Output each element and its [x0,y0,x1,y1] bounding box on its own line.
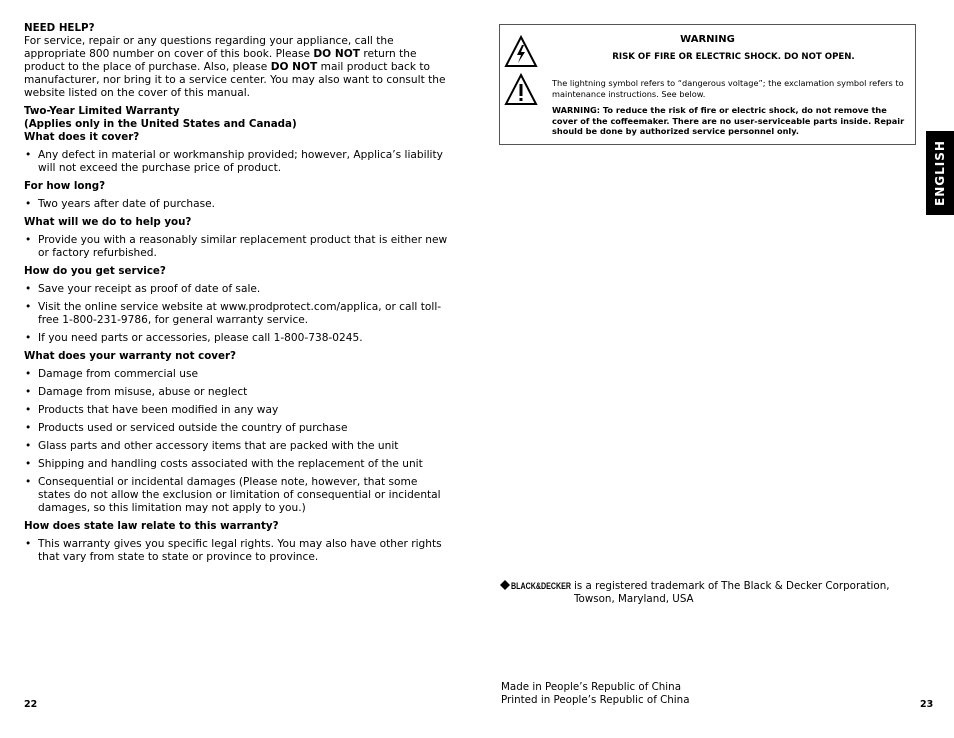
section-heading: How do you get service? [24,265,166,277]
bullet-list [24,198,450,211]
list-item: • Two years after date of purchase. [24,198,450,211]
section-heading: What does your warranty not cover? [24,350,237,362]
exclamation-warning-icon [504,73,538,107]
warning-title: WARNING [680,34,735,45]
warranty-section [24,131,450,175]
warranty-scope: (Applies only in the United States and Canada) [24,118,297,130]
list-item: • Save your receipt as proof of date of sale. [24,283,450,296]
language-tab-label: ENGLISH [933,140,947,206]
origin-notice [501,681,690,706]
warranty-section [24,216,450,260]
warranty-section [24,520,450,564]
page-number-left: 22 [24,699,38,710]
warranty-title: Two-Year Limited Warranty [24,105,180,117]
warranty-section [24,265,450,345]
need-help-text-2: return the product to the place of purchase. Also, please [24,48,417,73]
trademark-notice [574,580,890,605]
section-heading: For how long? [24,180,106,192]
need-help-text-3: mail product back to manufacturer, nor bring it to a service center. You may also want to consult the website listed on the cover of this manual. [24,61,446,99]
bullet-list [24,368,450,515]
symbol-note: The lightning symbol refers to “dangerous voltage”; the exclamation symbol refers to maintenance instructions. See below. [552,78,904,99]
list-item: • Shipping and handling costs associated with the replacement of the unit [24,458,450,471]
need-help-text-1: For service, repair or any questions regarding your appliance, call the appropriate 800 number on cover of this book. Please [24,35,394,60]
trademark-line-1: is a registered trademark of The Black & Decker Corporation, [574,580,890,592]
logo-wordmark: BLACK&DECKER [511,581,572,591]
need-help-emphasis-1: DO NOT [313,48,360,60]
warranty-page [24,22,450,569]
warning-body: WARNING: To reduce the risk of fire or electric shock, do not remove the cover of the coffeemaker. There are no user-serviceable parts inside. Repair should be done by authorized service personnel only. [552,105,905,136]
bullet-list [24,149,450,175]
list-item: • Glass parts and other accessory items that are packed with the unit [24,440,450,453]
bullet-list [24,538,450,564]
warning-subtitle: RISK OF FIRE OR ELECTRIC SHOCK. DO NOT OPEN. [612,52,855,62]
section-heading: What will we do to help you? [24,216,192,228]
made-in: Made in People’s Republic of China [501,681,682,693]
list-item: • Damage from misuse, abuse or neglect [24,386,450,399]
black-and-decker-logo [500,578,572,592]
warranty-section [24,350,450,515]
warranty-sections [24,131,450,564]
list-item: • Any defect in material or workmanship provided; however, Applica’s liability will not exceed the purchase price of product. [24,149,450,175]
list-item: • If you need parts or accessories, please call 1-800-738-0245. [24,332,450,345]
warranty-section [24,180,450,211]
section-heading: How does state law relate to this warranty? [24,520,279,532]
list-item: • This warranty gives you specific legal rights. You may also have other rights that vary from state to state or province to province. [24,538,450,564]
list-item: • Consequential or incidental damages (Please note, however, that some states do not allow the exclusion or limitation of consequential or incidental damages, so this limitation may not apply to you.) [24,476,450,515]
need-help-text [24,35,450,100]
bullet-list [24,234,450,260]
list-item: • Products that have been modified in any way [24,404,450,417]
list-item: • Visit the online service website at www.prodprotect.com/applica, or call toll-free 1-800-231-9786, for general warranty service. [24,301,450,327]
list-item: • Damage from commercial use [24,368,450,381]
list-item: • Products used or serviced outside the country of purchase [24,422,450,435]
need-help-heading: NEED HELP? [24,22,95,34]
page-number-right: 23 [920,699,934,710]
language-tab [926,131,954,215]
list-item: • Provide you with a reasonably similar replacement product that is either new or factory refurbished. [24,234,450,260]
printed-in: Printed in People’s Republic of China [501,693,690,706]
need-help-section [24,22,450,100]
trademark-line-2: Towson, Maryland, USA [574,592,694,605]
section-heading: What does it cover? [24,131,140,143]
warning-box [499,24,916,145]
need-help-emphasis-2: DO NOT [270,61,318,73]
bullet-list [24,283,450,345]
